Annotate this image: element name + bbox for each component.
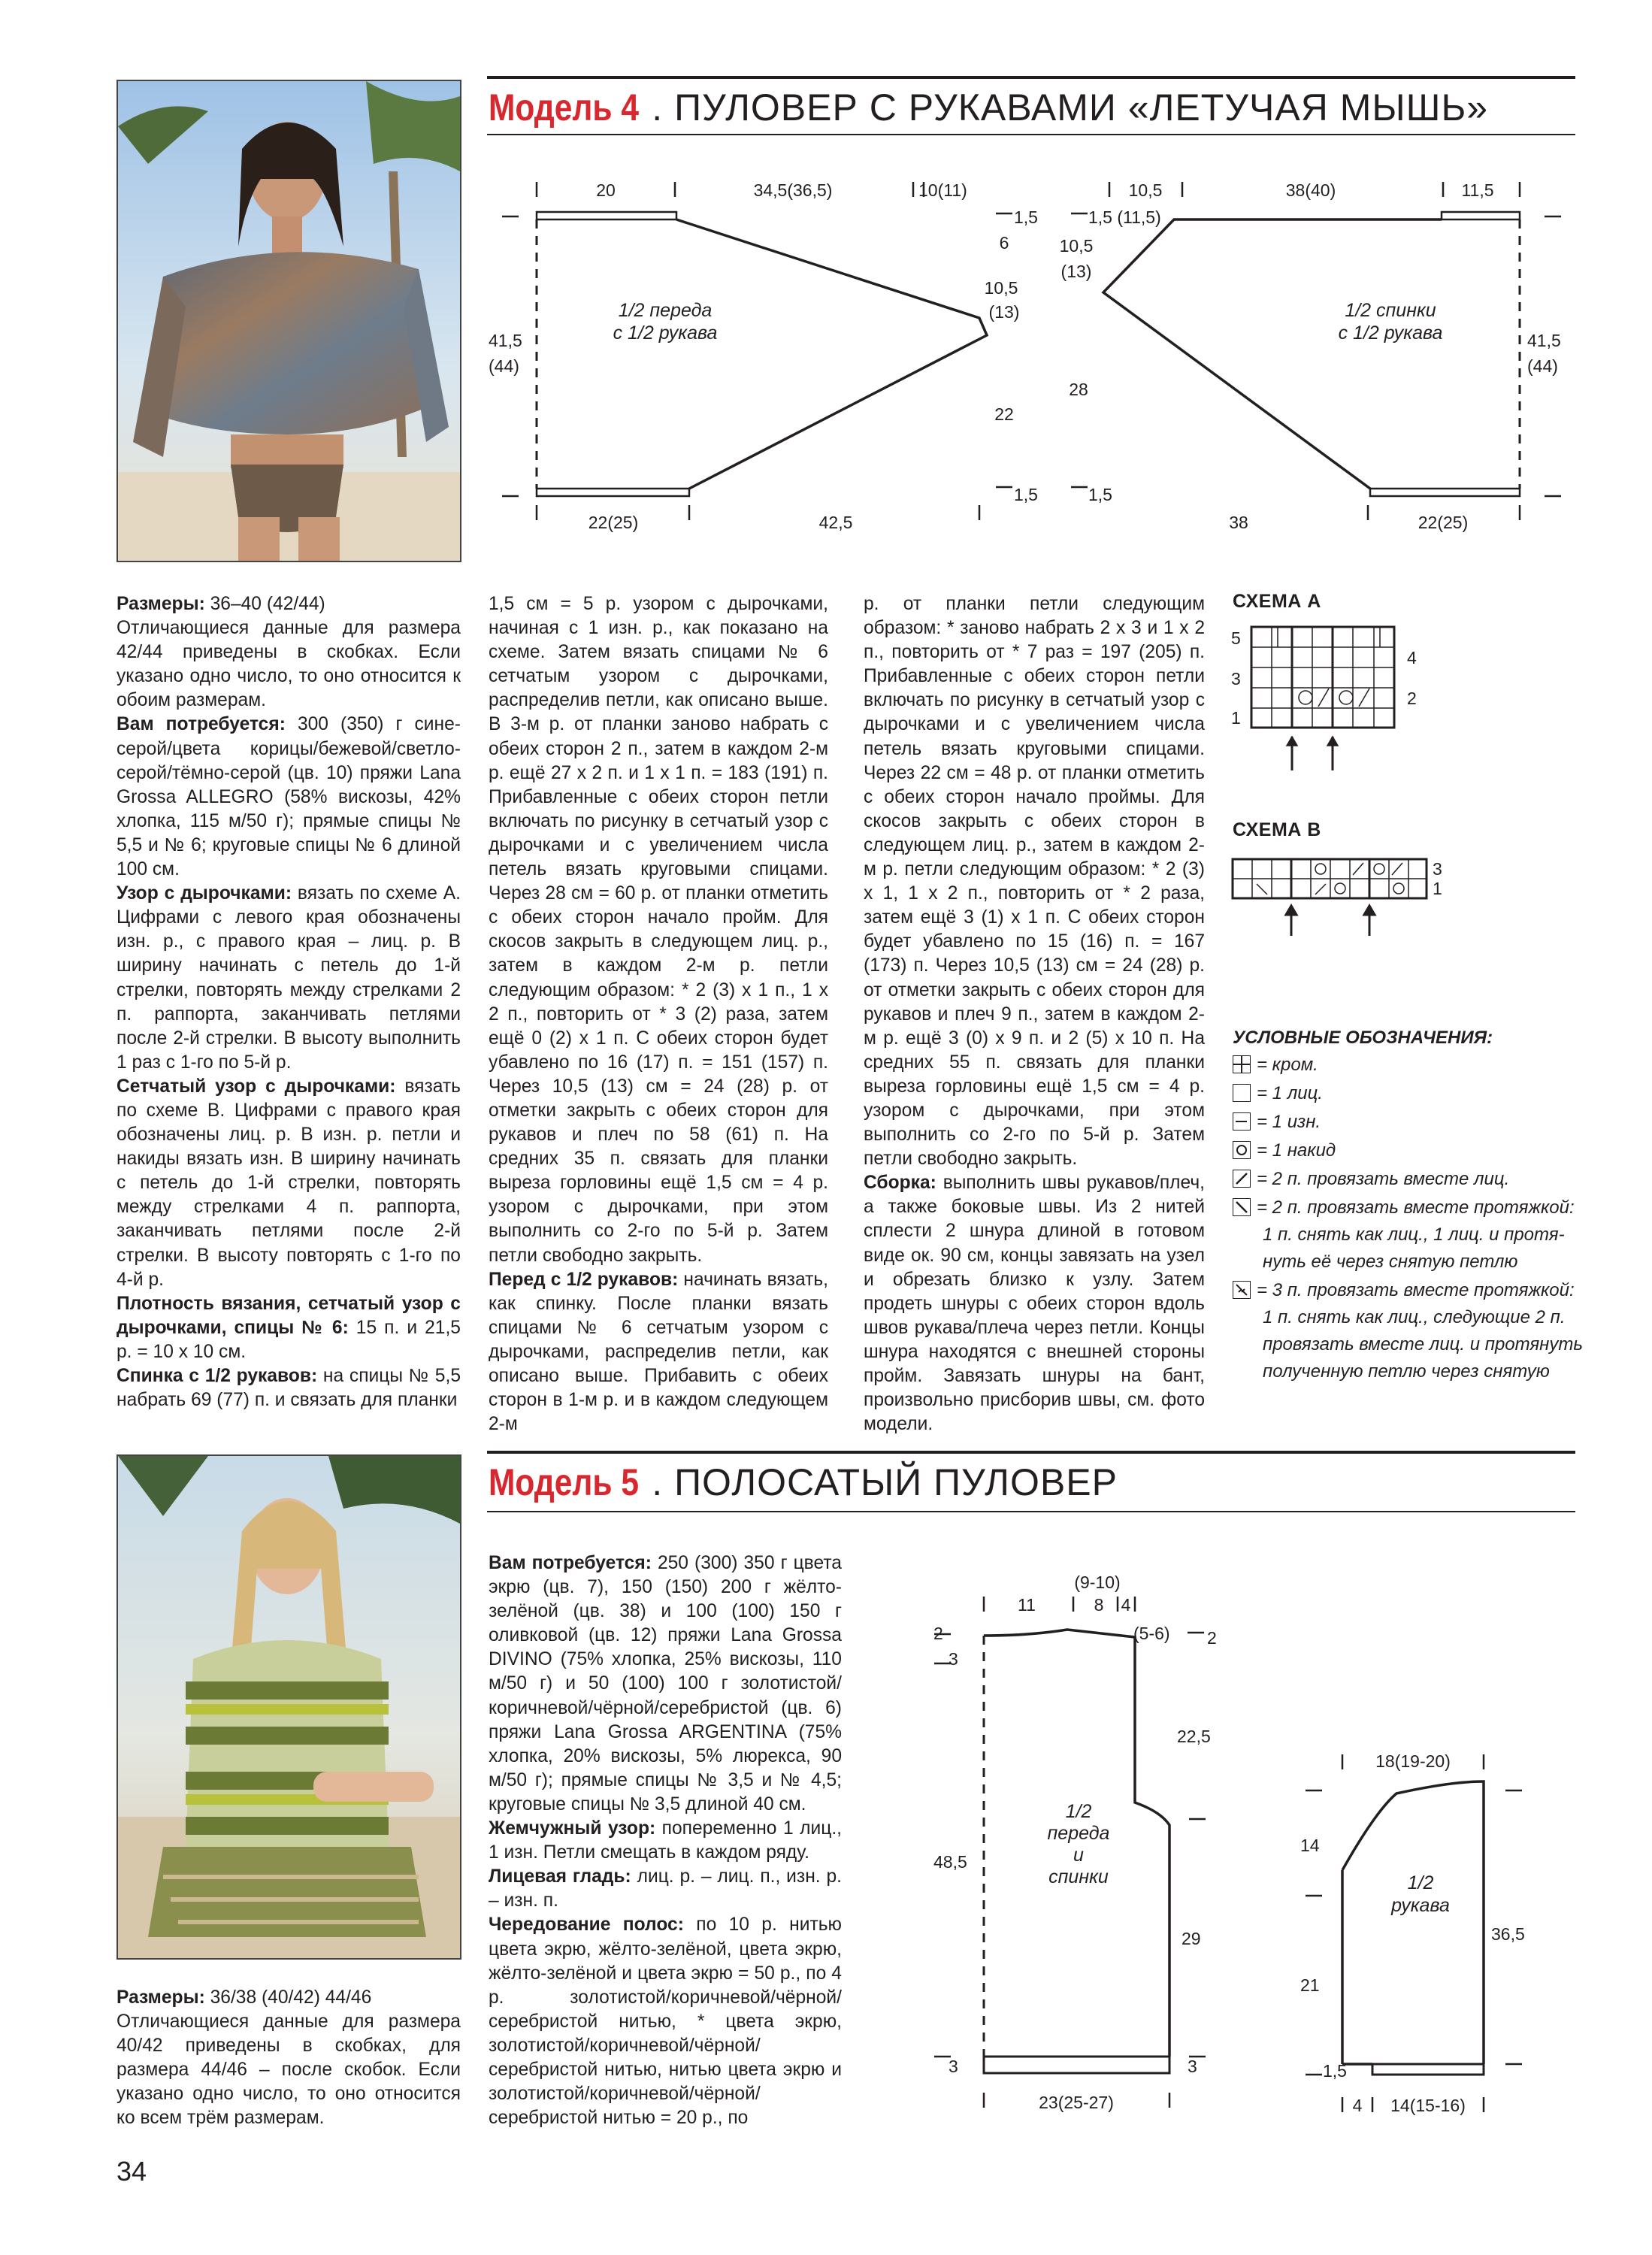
model4-text-col2 [489,592,828,1436]
m4c3-body-0: р. от планки петли следующим образом: * заново набрать 2 х 3 и 1 х 2 п., повторить от * 7 раз = 197 (205) п. Прибавленные с обеих сторон петли включать по рисунку в сетчатый узор с дырочками и с увеличением числа петель вязать круговыми спицами. Через 22 см = 48 р. от планки отметить с обеих сторон начало проймы. Для скосов закрыть с обеих сторон в следующем лиц. р., затем в каждом 2-м р. петли следующим образом: * 2 (3) х 1, 1 х 2 п., повторить от * 2 раза, затем ещё 3 (1) х 1 п. С обеих сторон будет убавлено по 15 (16) п. = 167 (173) п. Через 10,5 (13) см = 24 (28) р. от отметки закрыть с обеих сторон для рукавов и плеч 9 п., затем в каждом 2-м р. ещё 3 (0) х 9 п. и 2 (5) х 10 п. На средних 55 п. связать для планки выреза горловины ещё 1,5 см = 4 р. узором с дырочками, при этом выполнить со 2-го по 5-й р. Затем петли свободно закрыть. [864,594,1205,1170]
legend-sk2p-line3: провязать вместе лиц. и протянуть [1263,1334,1583,1355]
sleeve-piece-label: 1/2 рукава [1391,1872,1450,1916]
legend-purl [1233,1111,1321,1134]
m4c1-body-4: вязать по схеме В. Цифрами с правого края обозначены лиц. р. В изн. р. петли и накиды вязать изн. В ширину начинать с петель до 1-й стрелки, повторять между стрелками 4 п. раппорта, заканчивать петлями после 2-й стрелки. В высоту повторять с 1-го по 4-й р. [116,1076,461,1290]
dim-38: 38 [1229,513,1248,532]
k2tog-icon [1233,1170,1251,1188]
dim-4-sleeve: 4 [1352,2096,1363,2115]
knit-stitch-icon [1233,1084,1251,1102]
dim-11: 11 [1018,1595,1036,1615]
m4c1-para-2 [116,713,461,882]
dim-28: 28 [1069,380,1088,399]
dim-1-5-sleeve: 1,5 [1323,2061,1347,2081]
dim-48-5: 48,5 [933,1852,967,1872]
m4c1-heading-0: Размеры: [116,594,205,614]
m5c2-heading-1: Жемчужный узор: [489,1818,656,1839]
model4-text-col3 [864,592,1205,1436]
dim-22-5: 22,5 [1177,1727,1211,1746]
m4c1-body-3: вязать по схеме А. Цифрами с левого края обозначены изн. р., с правого края – лиц. р. В ширину начинать с петель до 1-й стрелки, повторять между стрелками 2 п. раппорта, заканчивать петлями после 2-й стрелки. В высоту выполнить 1 раз с 1-го по 5-й р. [116,883,461,1073]
dim-6: 6 [999,233,1009,253]
legend-sk2p-line4: полученную петлю через снятую [1263,1361,1550,1382]
m4c1-body-1: Отличающиеся данные для размера 42/44 приведены в скобках. Если указано одно число, то оно относится к обоим размерам. [116,618,461,711]
dim-14-15-16: 14(15-16) [1390,2096,1466,2115]
model4-text-col1 [116,592,461,1412]
legend-title: УСЛОВНЫЕ ОБОЗНАЧЕНИЯ: [1233,1028,1493,1048]
model5-label: Модель 5 [489,1461,639,1503]
front-piece-label: 1/2 переда с 1/2 рукава [613,300,718,344]
schema-b-row-3: 3 [1433,859,1442,879]
m4c3-heading-1: Сборка: [864,1173,936,1194]
model5-photo [116,1454,461,1960]
m5c2-body-0: 250 (300) 350 г цвета экрю (цв. 7), 150 (150) 200 г жёлто-зелёной (цв. 38) и 100 (100) 150 г оливковой (цв. 12) пряжи Lana Grossa DIVINO (75% хлопка, 25% вискозы, 110 м/50 г) и 50 (100) 100 г золотистой/коричневой/чёрной/серебристой (цв. 6) пряжи Lana Grossa ARGENTINA (75% хлопка, 20% вискозы, 5% люрекса, 90 м/50 г); прямые спицы № 3,5 и № 4,5; круговые спицы № 3,5 длиной 40 см. [489,1553,842,1815]
model4-title [489,85,1488,130]
yarn-over-icon [1233,1141,1251,1159]
m5c2-body-2: лиц. р. – лиц. п., изн. р. – изн. п. [489,1866,842,1911]
model4-photo-image [118,81,460,561]
m4c1-body-0: 36–40 (42/44) [204,594,325,614]
dim-5-6: (5-6) [1133,1624,1170,1643]
dim-13-c: (13) [1060,262,1092,281]
legend-ssk-line3: нуть её через снятую петлю [1263,1252,1518,1272]
legend-knit [1233,1082,1323,1105]
schema-a-row-1: 1 [1231,708,1241,728]
dim-44-b: (44) [1527,356,1558,376]
back-outline [1103,219,1442,489]
model5-text-mid [489,1551,842,2130]
m4c1-para-5 [116,1292,461,1364]
m4c1-heading-3: Узор с дырочками: [116,883,292,904]
legend-yarnover [1233,1140,1336,1162]
m4c1-para-3 [116,882,461,1075]
m4c1-heading-4: Сетчатый узор с дырочками: [116,1076,396,1097]
m4c1-body-6: на спицы № 5,5 набрать 69 (77) п. и связать для планки [116,1366,461,1411]
dim-20: 20 [596,180,616,200]
m4c2-para-1 [489,1268,828,1437]
dim-10-5-b: 10,5 [1128,180,1163,200]
sleeve-cuff-band [1372,2064,1484,2075]
dim-10-5-c: 10,5 [1059,236,1094,256]
m5c2-para-3 [489,1913,842,2130]
m5c1-para-1 [116,2010,461,2130]
m4c1-body-5: 15 п. и 21,5 р. = 10 х 10 см. [116,1317,461,1362]
dim-42-5: 42,5 [818,513,853,532]
legend-item-8: = 3 п. провязать вместе протяжкой: [1257,1280,1575,1300]
back-top-band [1442,212,1520,219]
dim-36-5: 36,5 [1491,1924,1525,1944]
body-hem-band [984,2057,1169,2073]
dim-8: 8 [1094,1595,1104,1615]
dim-11-5: 11,5 [1461,180,1494,200]
legend-sk2p-line2: 1 п. снять как лиц., следующие 2 п. [1263,1307,1566,1327]
model5-text-left [116,1986,461,2131]
dim-22: 22 [994,404,1014,424]
m4c1-heading-5: Плотность вязания, сетчатый узор с дырочками, спицы № 6: [116,1293,461,1338]
model5-header-rule-bottom [487,1511,1575,1512]
m4c2-body-0: 1,5 см = 5 р. узором с дырочками, начиная с 1 изн. р., как показано на схеме. Затем вязать спицами № 6 сетчатым узором с дырочками, распределив петли, как описано выше. В 3-м р. от планки заново набрать с обеих сторон 2 п., затем в каждом 2-м р. ещё 27 х 2 п. и 1 х 1 п. = 183 (191) п. Прибавленные с обеих сторон петли включать по рисунку в сетчатый узор с дырочками и с увеличением числа петель вязать круговыми спицами. Через 28 см = 60 р. от планки отметить с обеих сторон начало пройм. Для скосов закрыть в следующем лиц. р., затем в каждом 2-м р. петли следующим образом: * 2 (3) х 1 п., 1 х 2 п., повторить от * 3 (2) раза, затем ещё 0 (2) х 1 п. С обеих сторон будет убавлено по 16 (17) п. = 151 (157) п. Через 10,5 (13) см = 24 (28) р. от отметки закрыть с обеих сторон для рукавов и плеч по 58 (61) п. На средних 35 п. связать для планки выреза горловины ещё 1,5 см = 4 р. узором с дырочками, при этом выполнить со 2-го по 5-й р. Затем петли свободно закрыть. [489,594,828,1266]
dim-4: 4 [1121,1595,1131,1615]
schema-a-title: СХЕМА А [1233,591,1321,612]
model4-photo [116,80,461,562]
m5c2-heading-3: Чередование полос: [489,1914,684,1936]
model4-label: Модель 4 [489,86,639,129]
m4c1-heading-6: Спинка с 1/2 рукавов: [116,1366,318,1386]
schema-a-row-3: 3 [1231,669,1241,689]
m5c2-heading-0: Вам потребуется: [489,1553,652,1573]
model5-photo-image [118,1456,460,1958]
dim-41-5: 41,5 [489,331,522,350]
schema-b-row-1: 1 [1433,879,1442,898]
m5c2-para-2 [489,1865,842,1913]
m4c2-para-0 [489,592,828,1268]
purl-stitch-icon [1233,1112,1251,1131]
legend-ssk [1233,1197,1575,1219]
m5c1-body-0: 36/38 (40/42) 44/46 [204,1987,372,2008]
model4-title-text: . ПУЛОВЕР С РУКАВАМИ «ЛЕТУЧАЯ МЫШЬ» [652,86,1489,129]
dim-38-40: 38(40) [1285,180,1336,200]
dim-3-top: 3 [949,1649,958,1669]
body-piece-label: 1/2 переда и спинки [1047,1801,1110,1887]
legend-k2tog [1233,1168,1509,1191]
m5c1-para-0 [116,1986,461,2010]
m4c1-body-2: 300 (350) г сине-серой/цвета корицы/бежевой/светло-серой/тёмно-серой (цв. 10) пряжи Lana Grossa ALLEGRO (58% вискозы, 42% хлопка, 115 м/50 г); прямые спицы № 5,5 и № 6; круговые спицы № 6 длиной 100 см. [116,714,461,880]
m4c2-body-1: начинать вязать, как спинку. После планки вязать спицами № 6 сетчатым узором с дырочками, распределив петли, как описано выше. Прибавить с обеих сторон в 1-м р. и в каждом следующем 2-м [489,1269,828,1435]
dim-23-25-27: 23(25-27) [1039,2093,1114,2112]
m4c1-para-0 [116,592,461,616]
dim-2-right: 2 [1207,1628,1217,1648]
schema-b-title: СХЕМА В [1233,819,1321,840]
dim-14: 14 [1300,1836,1320,1855]
model4-header-rule-bottom [487,134,1575,135]
dim-10-11: 10(11) [918,180,967,200]
sleeve-outline [1342,1781,1484,2064]
m4c1-para-4 [116,1075,461,1292]
dim-1-5-b: 1,5 [1014,485,1038,504]
back-piece-label: 1/2 спинки с 1/2 рукава [1338,300,1443,344]
dim-1-5-a: 1,5 [1014,207,1038,227]
m4c3-body-1: выполнить швы рукавов/плеч, а также боковые швы. Из 2 нитей сплести 2 шнура длиной в готовом виде ок. 90 см, концы завязать на узел и обрезать близко к узлу. Затем продеть шнуры с обеих сторон вдоль швов рукава/плеча через петли. Концы шнура находятся с внешней стороны пройм. Завязать шнуры на бант, произвольно присборив швы, см. фото модели. [864,1173,1205,1435]
m4c1-para-6 [116,1364,461,1412]
dim-2-left: 2 [933,1624,943,1643]
dim-44: (44) [489,356,519,376]
dim-3-right: 3 [1188,2057,1197,2076]
dim-22-25-b: 22(25) [1418,513,1469,532]
sk2p-icon [1233,1281,1251,1299]
legend-item-3: = 1 накид [1257,1140,1336,1161]
m5c2-body-3: по 10 р. нитью цвета экрю, жёлто-зелёной, цвета экрю, жёлто-зелёной и цвета экрю = 50 р., по 4 р. золотистой/коричневой/чёрной/серебристой нитью, * цвета экрю, золотистой/коричневой/чёрной/серебристой нитью, нитью цвета экрю и золотистой/коричневой/чёрной/серебристой нитью = 20 р., по [489,1914,842,2129]
dim-18-19-20: 18(19-20) [1375,1751,1451,1771]
m4c3-para-1 [864,1171,1205,1436]
front-outline [676,219,987,489]
legend-item-0: = кром. [1257,1055,1318,1075]
m5c2-heading-2: Лицевая гладь: [489,1866,631,1887]
legend-item-5: = 2 п. провязать вместе протяжкой: [1257,1197,1575,1218]
dim-9-10: (9-10) [1074,1572,1121,1592]
m4c1-heading-2: Вам потребуется: [116,714,286,735]
dim-41-5-b: 41,5 [1527,331,1561,350]
m5c1-body-1: Отличающиеся данные для размера 40/42 приведены в скобках, для размера 44/46 – после скобок. Если указано одно число, то оно относится ко всем трём размерам. [116,2011,461,2129]
edge-stitch-icon [1233,1055,1251,1073]
legend-sk2p [1233,1279,1575,1302]
m5c2-para-1 [489,1817,842,1865]
m4c3-para-0 [864,592,1205,1171]
front-bottom-band [537,489,689,496]
schema-a-row-4: 4 [1407,648,1417,667]
dim-1-5-11-5: 1,5 (11,5) [1088,207,1161,227]
ssk-icon [1233,1198,1251,1216]
legend-item-4: = 2 п. провязать вместе лиц. [1257,1169,1510,1189]
page-number: 34 [116,2156,147,2187]
legend-ssk-line2: 1 п. снять как лиц., 1 лиц. и протя- [1263,1224,1565,1245]
dim-10-5-a: 10,5 [984,278,1018,298]
dim-34-5: 34,5(36,5) [753,180,833,200]
legend-item-2: = 1 изн. [1257,1112,1321,1132]
schema-a-row-5: 5 [1231,628,1241,648]
schema-a-row-2: 2 [1407,689,1417,708]
back-bottom-band [1370,489,1520,496]
dim-22-25: 22(25) [588,513,639,532]
m5c2-body-1: попеременно 1 лиц., 1 изн. Петли смещать в каждом ряду. [489,1818,843,1863]
front-top-band [537,212,676,219]
dim-21: 21 [1300,1975,1320,1995]
dim-13-a: (13) [988,302,1020,322]
legend-edge [1233,1054,1318,1076]
dim-1-5-c: 1,5 [1088,485,1112,504]
legend-item-1: = 1 лиц. [1257,1083,1323,1103]
model5-header-rule [487,1451,1575,1454]
m5c1-heading-0: Размеры: [116,1987,205,2008]
model4-header-rule [487,76,1575,79]
m4c1-para-1 [116,616,461,713]
m5c2-para-0 [489,1551,842,1817]
model5-title-text: . ПОЛОСАТЫЙ ПУЛОВЕР [652,1461,1118,1503]
m4c2-heading-1: Перед с 1/2 рукавов: [489,1269,679,1290]
dim-3-left: 3 [949,2057,958,2076]
dimension-ticks [502,182,1561,520]
dim-29: 29 [1182,1929,1201,1948]
model5-title [489,1460,1118,1505]
